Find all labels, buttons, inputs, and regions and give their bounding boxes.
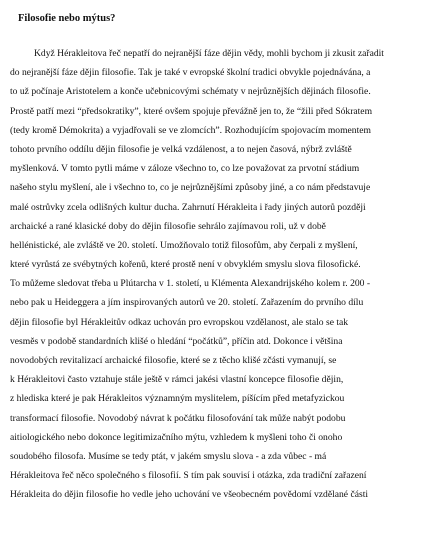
text-line: nebo pak u Heideggera a jím inspirovaných autorů ve 20. století. Zařazením do prvního dílu: [10, 297, 364, 309]
text-line: k Hérakleitovi často vztahuje stále ještě v rámci jakési vlastní koncepce filosofie dějin,: [10, 374, 344, 386]
text-line: archaické a rané klasické doby do dějin filosofie sehrálo zajímavou roli, už v době: [10, 220, 326, 232]
text-line: hellénistické, ale zvláště ve 20. století. Umožňovalo totiž filosofům, aby čerpali z myšlení,: [10, 239, 358, 251]
text-line: Hérakleita do dějin filosofie ho vedle jeho uchování ve všeobecném povědomí vzdělané části: [10, 489, 369, 501]
text-line: novodobých revitalizací archaické filosofie, které se z těcho klišé zčásti vymanují, se: [10, 355, 337, 366]
text-line: malé ostrůvky zcela odlišných kultur ducha. Zahrnutí Hérakleita i řady jiných autorů později: [10, 201, 366, 213]
text-line: myšlenková. V tomto pytli máme v záloze všechno to, co lze považovat za prvotní stádium: [10, 163, 360, 175]
text-line: Když Hérakleitova řeč nepatří do nejranější fáze dějin vědy, mohli bychom ji zkusit zařadit: [34, 48, 384, 59]
text-line: To můžeme sledovat třeba u Plútarcha v 1. století, u Klémenta Alexandrijského kolem r. 200 -: [10, 278, 371, 290]
text-line: našeho stylu myšlení, ale i všechno to, co je nejrůznějšími způsoby jiné, a co nám představuje: [10, 182, 371, 194]
text-line: transformací filosofie. Novodobý návrat k počátku filosofování tak může nabýt podobu: [10, 412, 346, 424]
text-line: tohoto prvního oddílu dějin filosofie je velká vzdálenost, a to nejen časová, nýbrž zvláště: [10, 143, 352, 155]
text-line: Hérakleitova řeč něco společného s filosofií. S tím pak souvisí i otázka, zda tradiční zařazení: [10, 470, 367, 482]
text-line: vesměs v podobě standardních klišé o hledání “počátků”, příčin atd. Dokonce i většina: [10, 335, 343, 347]
text-line: aitiologického nebo dokonce legitimizačního mýtu, vzhledem k myšleni toho či onoho: [10, 431, 343, 443]
text-line: do nejranější fáze dějin filosofie. Tak je také v evropské školní tradici obvykle pojednávána, a: [10, 67, 371, 79]
text-line: z hlediska které je pak Hérakleitos významným myslitelem, píšícím před metafyzickou: [10, 393, 345, 405]
document-body: [10, 44, 434, 505]
text-line: Prostě patří mezi “předsokratiky”, které ovšem spojuje převážně jen to, že “žili před Sókratem: [10, 105, 373, 117]
text-line: soudobého filosofa. Musíme se tedy ptát, v jakém smyslu slova - a zda vůbec - má: [10, 450, 327, 462]
text-line: to už počínaje Aristotelem a konče učebnicovými schématy v nejrůznějších dějinách filosofie.: [10, 86, 371, 98]
text-line: dějin filosofie byl Hérakleitův odkaz uchován pro evropskou vzdělanost, ale stalo se tak: [10, 316, 349, 328]
text-line: které vyrůstá ze svébytných kořenů, které prostě není v obvyklém smyslu slova filosofické.: [10, 259, 361, 271]
text-line: (tedy kromě Démokrita) a vyjadřovali se ve zlomcích”. Rozhodujícím spojovacím momentem: [10, 124, 371, 136]
document-title: Filosofie nebo mýtus?: [18, 13, 116, 24]
